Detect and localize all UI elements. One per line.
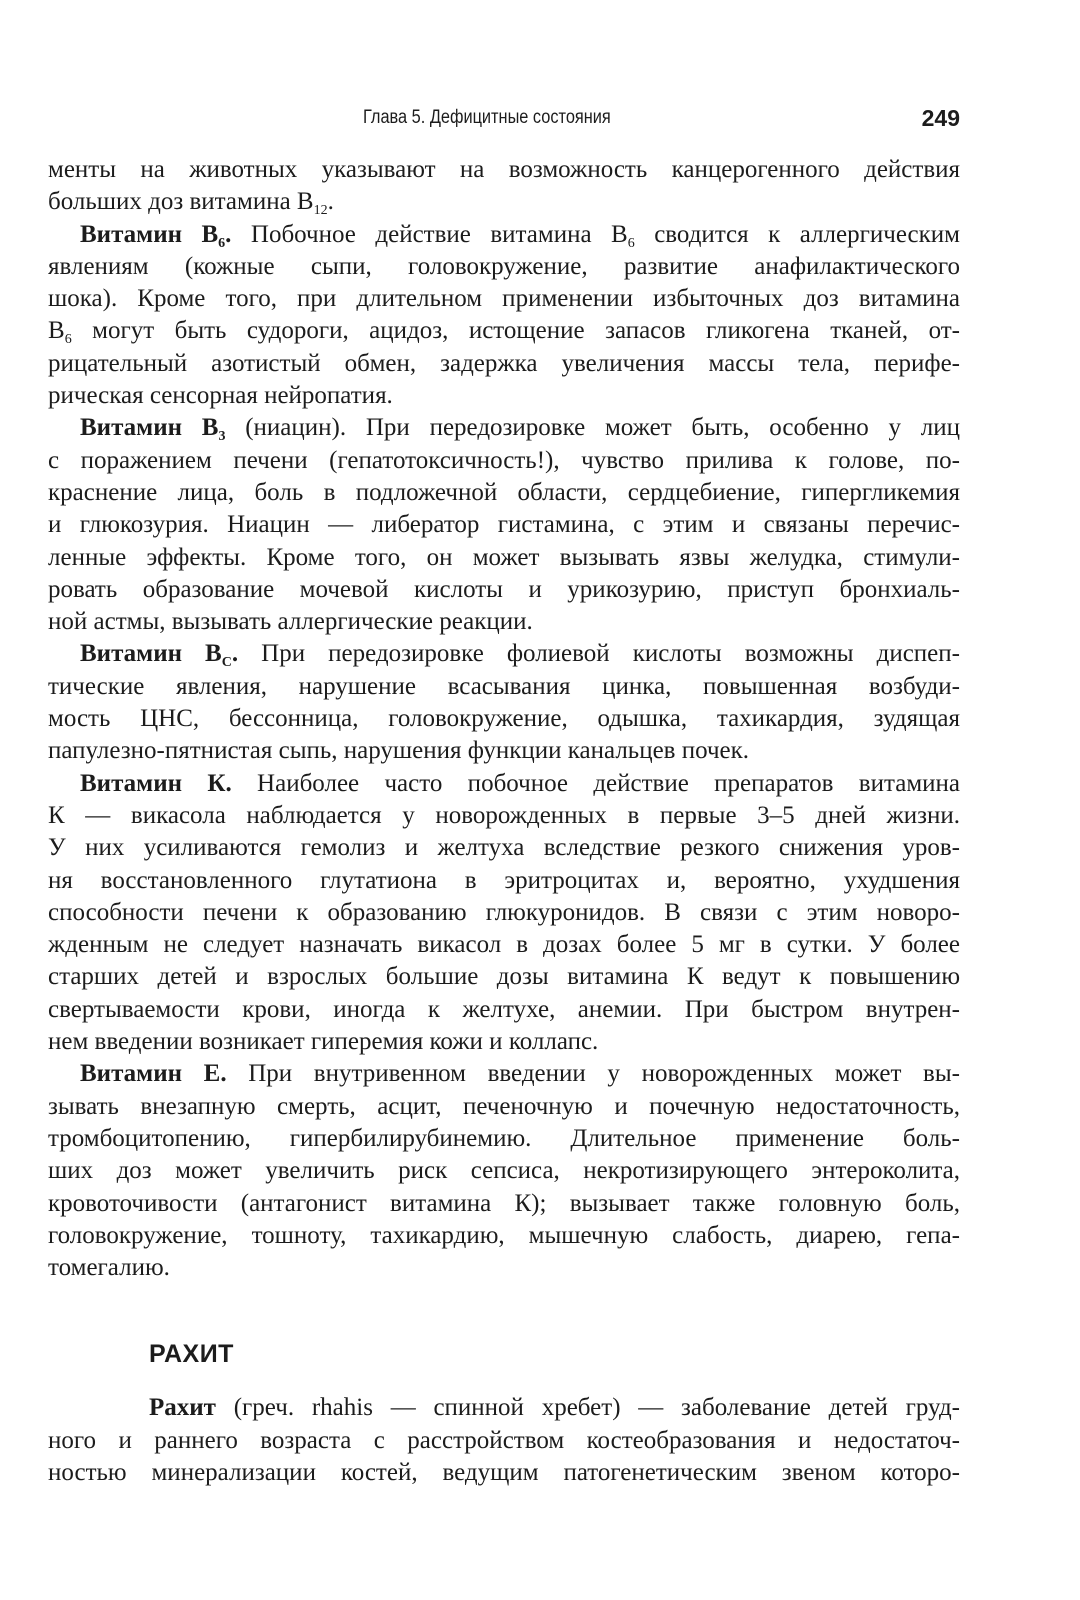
chapter-title: Глава 5. Дефицитные состояния: [363, 107, 611, 128]
text-fragment: .: [231, 640, 239, 668]
text-line: [48, 412, 960, 444]
term-heading: Витамин Е.: [80, 1060, 227, 1088]
text-line: ровать образование мочевой кислоты и урикозурию, приступ бронхиаль-: [48, 575, 960, 603]
text-fragment: Витамин B: [80, 640, 222, 668]
text-fragment: Наиболее часто побочное действие препаратов витамина: [231, 769, 960, 797]
text-line: ностью минерализации костей, ведущим патогенетическим звеном которо-: [48, 1458, 960, 1486]
text-line: ного и раннего возраста с расстройством костеобразования и недостаточ-: [48, 1426, 960, 1454]
subscript: 3: [218, 429, 226, 445]
subscript: 6: [218, 235, 226, 251]
text-line: менты на животных указывают на возможность канцерогенного действия: [48, 156, 960, 183]
text-line: кровоточивости (антагонист витамина К); вызывает также головную боль,: [48, 1189, 960, 1217]
text-line: краснение лица, боль в подложечной области, сердцебиение, гипергликемия: [48, 478, 960, 506]
subscript: 6: [64, 332, 72, 348]
text-fragment: Побочное действие витамина B: [231, 220, 628, 248]
text-fragment: (ниацин). При передозировке может быть, особенно у лиц: [225, 414, 960, 442]
text-line: свертываемости крови, иногда к желтухе, анемии. При быстром внутрен-: [48, 995, 960, 1023]
text-line: [48, 638, 960, 670]
text-line: способности печени к образованию глюкуронидов. В связи с этим новоро-: [48, 898, 960, 926]
text-line: ленные эффекты. Кроме того, он может вызывать язвы желудка, стимули-: [48, 543, 960, 571]
subscript: 12: [313, 203, 328, 219]
text-line: головокружение, тошноту, тахикардию, мышечную слабость, диарею, гепа-: [48, 1221, 960, 1249]
text-fragment: (греч. rhahis — спинной хребет) — заболевание детей груд-: [215, 1394, 960, 1422]
text-line: шока). Кроме того, при длительном применении избыточных доз витамина: [48, 285, 960, 313]
text-line: мость ЦНС, бессонница, головокружение, одышка, тахикардия, зудящая: [48, 705, 960, 733]
text-line: тические явления, нарушение всасывания цинка, повышенная возбуди-: [48, 672, 960, 700]
text-line: жденным не следует назначать викасол в дозах более 5 мг в сутки. У более: [48, 931, 960, 959]
text-line: с поражением печени (гепатотоксичность!), чувство прилива к голове, по-: [48, 446, 960, 474]
text-line: зывать внезапную смерть, асцит, печеночную и почечную недостаточность,: [48, 1092, 960, 1120]
term-heading: [80, 640, 239, 671]
text-fragment: Витамин B: [80, 220, 219, 248]
text-line: томегалию.: [48, 1254, 170, 1282]
text-line: [48, 1058, 960, 1090]
text-line: ня восстановленного глутатиона в эритроцитах и, вероятно, ухудшения: [48, 866, 960, 894]
text-line: и глюкозурия. Ниацин — либератор гистамина, с этим и связаны перечис-: [48, 511, 960, 539]
text-line: [48, 186, 960, 218]
text-line: старших детей и взрослых большие дозы витамина К ведут к повышению: [48, 963, 960, 991]
text-line: У них усиливаются гемолиз и желтуха вследствие резкого снижения уров-: [48, 834, 960, 862]
text-fragment: могут быть судороги, ацидоз, истощение запасов гликогена тканей, от-: [71, 317, 960, 345]
text-line: рицательный азотистый обмен, задержка увеличения массы тела, перифе-: [48, 349, 960, 377]
text-fragment: .: [225, 220, 232, 248]
section-spacer: [48, 1284, 960, 1316]
text-fragment: больших доз витамина B: [48, 188, 314, 216]
text-fragment: Витамин B: [80, 414, 219, 442]
page-number: 249: [921, 105, 960, 131]
subscript: C: [221, 655, 232, 671]
body-text: [48, 154, 960, 1489]
text-line: ших доз может увеличить риск сепсиса, некротизирующего энтероколита,: [48, 1157, 960, 1185]
section-heading: РАХИТ: [149, 1340, 234, 1369]
text-line: ной астмы, вызывать аллергические реакции.: [48, 608, 533, 636]
text-line: явлениям (кожные сыпи, головокружение, развитие анафилактического: [48, 252, 960, 280]
text-line: папулезно-пятнистая сыпь, нарушения функции канальцев почек.: [48, 737, 750, 765]
text-line: нем введении возникает гиперемия кожи и коллапс.: [48, 1028, 599, 1056]
running-header: [48, 105, 960, 135]
term-heading: Витамин К.: [80, 769, 232, 797]
text-line: К — викасола наблюдается у новорожденных в первые 3–5 дней жизни.: [48, 801, 960, 829]
text-fragment: При внутривенном введении у новорожденных может вы-: [226, 1060, 960, 1088]
text-line: рическая сенсорная нейропатия.: [48, 382, 393, 410]
term-heading: [80, 414, 226, 445]
text-fragment: сводится к аллергическим: [634, 220, 960, 248]
text-fragment: .: [327, 188, 334, 216]
text-line: тромбоцитопению, гипербилирубинемию. Длительное применение боль-: [48, 1124, 960, 1152]
text-line: [48, 1392, 960, 1424]
book-page: [48, 0, 960, 1600]
term-heading: [80, 220, 232, 251]
text-fragment: B: [48, 317, 65, 345]
text-line: [48, 219, 960, 251]
text-fragment: При передозировке фолиевой кислоты возможны диспеп-: [238, 640, 960, 668]
text-line: [48, 768, 960, 800]
text-line: [48, 315, 960, 347]
term-heading: Рахит: [149, 1394, 216, 1422]
subscript: 6: [627, 235, 635, 251]
